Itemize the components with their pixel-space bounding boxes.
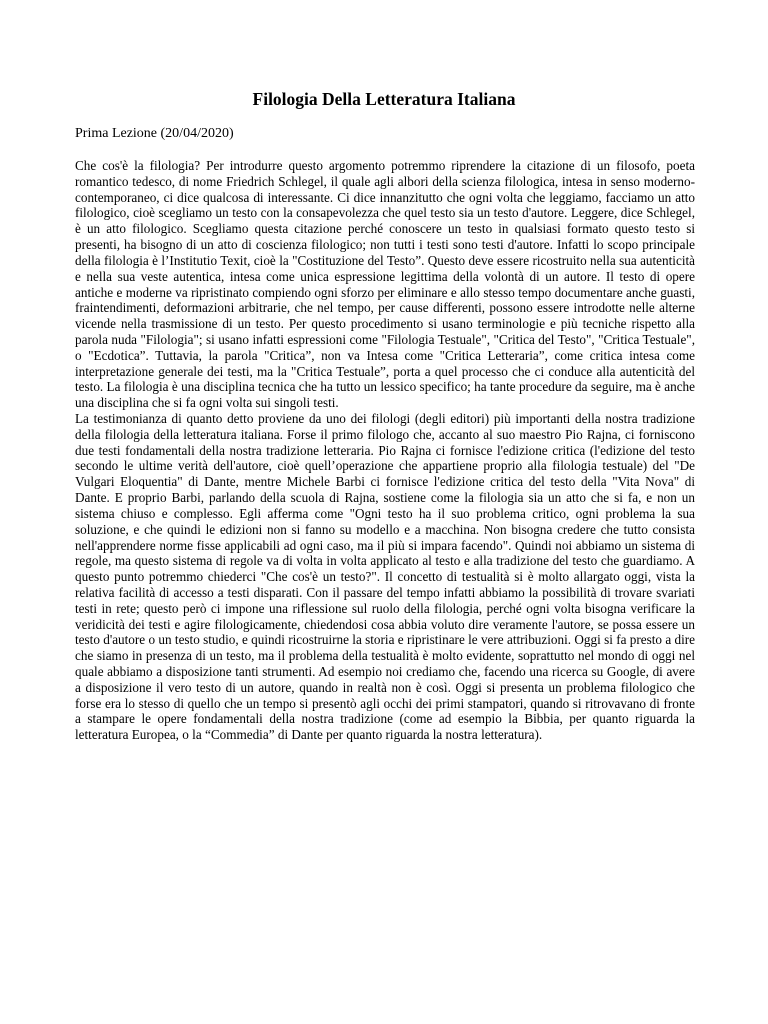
paragraph: Che cos'è la filologia? Per introdurre questo argomento potremmo riprendere la citazione di un filosofo, poeta romantico tedesco, di nome Friedrich Schlegel, il quale agli albori della scienza filologica, intesa in senso moderno-contemporaneo, ci dice qualcosa di interessante. Ci dice innanzitutto che ogni volta che leggiamo, facciamo un atto filologico, cioè scegliamo un testo con la consapevolezza che quel testo sia un testo d'autore. Leggere, dice Schlegel, è un atto filologico. Scegliamo questa citazione perché conoscere un testo in qualsiasi formato questo testo si presenti, ha bisogno di un atto di coscienza filologico; non tutti i testi sono testi d'autore. Infatti lo scopo principale della filologia è l’Institutio Texit, cioè la "Costituzione del Testo”. Questo deve essere ricostruito nella sua autenticità e nella sua veste autentica, intesa come unica espressione legittima della volontà di un autore. Il testo di opere antiche e moderne va ripristinato compiendo ogni sforzo per eliminare e allo stesso tempo documentare anche guasti, fraintendimenti, deformazioni arbitrarie, che nel tempo, per cause differenti, possono essere introdotte nelle alterne vicende nella trasmissione di un testo. Per questo procedimento si usano terminologie e più tecniche rispetto alla parola nuda "Filologia"; si usano infatti espressioni come "Filologia Testuale", "Critica del Testo", "Critica Testuale", o "Ecdotica”. Tuttavia, la parola "Critica”, non va Intesa come "Critica Letteraria”, come critica intesa come interpretazione generale dei testi, ma la "Critica Testuale”, porta a quel processo che ci conduce alla autenticità del testo. La filologia è una disciplina tecnica che ha tutto un lessico specifico; ha tante procedure da seguire, ma è anche una disciplina che si fa ogni volta sui singoli testi. [75, 158, 695, 411]
document-body [75, 158, 695, 743]
lesson-subtitle: Prima Lezione (20/04/2020) [75, 126, 234, 141]
paragraph: La testimonianza di quanto detto proviene da uno dei filologi (degli editori) più importanti della nostra tradizione della filologia della letteratura italiana. Forse il primo filologo che, accanto al suo maestro Pio Rajna, ci forniscono due testi fondamentali della nostra tradizione letteraria. Pio Rajna ci fornisce l'edizione critica (l'edizione del testo secondo le ultime verità dell'autore, cioè quell’operazione che appartiene proprio alla filologia testuale) del "De Vulgari Eloquentia" di Dante, mentre Michele Barbi ci fornisce l'edizione critica del testo della "Vita Nova" di Dante. E proprio Barbi, parlando della scuola di Rajna, sostiene come la filologia sia un atto che si fa, e non un sistema chiuso e complesso. Egli afferma come "Ogni testo ha il suo problema critico, ogni problema la sua soluzione, e che quindi le edizioni non si fanno su modello e a macchina. Non bisogna credere che tutto consista nell'apprendere norme fisse applicabili ad ogni caso, ma il più si impara facendo". Quindi noi abbiamo un sistema di regole, ma questo sistema di regole va di volta in volta applicato al testo e alla tradizione del testo che guardiamo. A questo punto potremmo chiederci "Che cos'è un testo?". Il concetto di testualità si è molto allargato oggi, vista la relativa facilità di accesso a testi disparati. Con il passare del tempo infatti abbiamo la possibilità di trovare svariati testi in rete; questo però ci impone una riflessione sul ruolo della filologia, perché ogni volta bisogna verificare la veridicità dei testi e agire filologicamente, chiedendosi cosa abbia voluto dire veramente l'autore, se possa essere un testo d'autore o un testo studio, e quindi ricostruirne la storia e ripristinare le vere attribuzioni. Oggi si fa presto a dire che siamo in presenza di un testo, ma il problema della testualità è molto evidente, soprattutto nel mondo di oggi nel quale abbiamo a disposizione tanti strumenti. Ad esempio noi crediamo che, facendo una ricerca su Google, di avere a disposizione il vero testo di un autore, quando in realtà non è così. Oggi si presenta un problema filologico che forse era lo stesso di quello che un tempo si presentò agli occhi dei primi stampatori, quando si ritrovavano di fronte a stampare le opere fondamentali della nostra tradizione (come ad esempio la Bibbia, per quanto riguarda la letteratura Europea, o la “Commedia” di Dante per quanto riguarda la nostra letteratura). [75, 411, 695, 743]
document-title: Filologia Della Letteratura Italiana [252, 89, 516, 109]
